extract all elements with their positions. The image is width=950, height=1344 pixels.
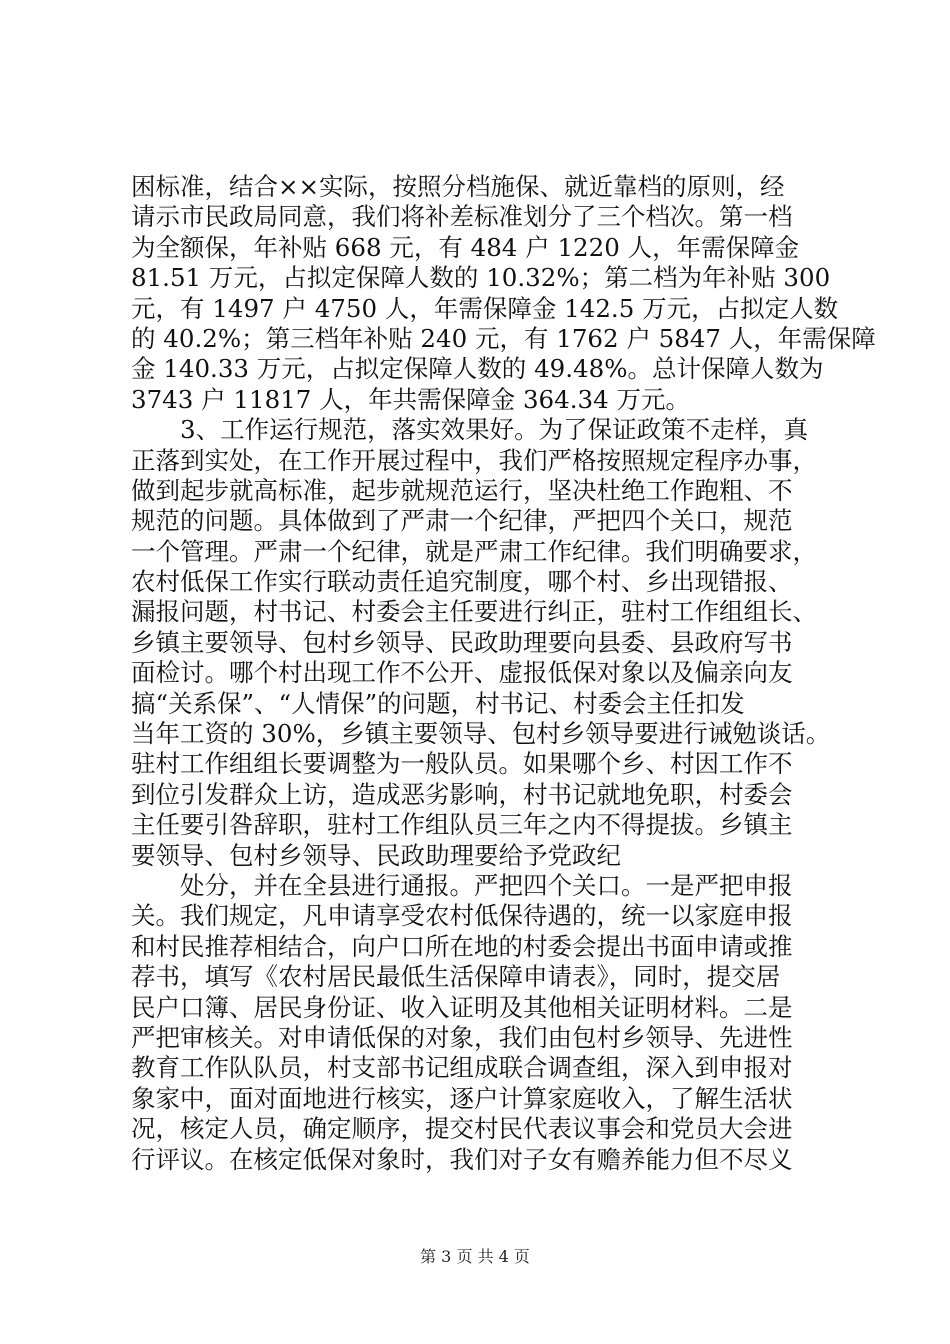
text-line: 乡镇主要领导、包村乡领导、民政助理要向县委、县政府写书 bbox=[131, 627, 793, 657]
paragraph-start-line: 处分，并在全县进行通报。严把四个关口。一是严把申报 bbox=[180, 870, 793, 900]
text-line: 教育工作队队员，村支部书记组成联合调查组，深入到申报对 bbox=[131, 1053, 793, 1083]
text-line: 象家中，面对面地进行核实，逐户计算家庭收入，了解生活状 bbox=[131, 1083, 793, 1113]
text-line: 农村低保工作实行联动责任追究制度，哪个村、乡出现错报、 bbox=[131, 567, 793, 597]
document-body bbox=[131, 172, 876, 1175]
text-line: 81.51 万元，占拟定保障人数的 10.32%；第二档为年补贴 300 bbox=[131, 263, 831, 293]
text-line: 金 140.33 万元，占拟定保障人数的 49.48%。总计保障人数为 bbox=[131, 354, 824, 384]
text-line: 一个管理。严肃一个纪律，就是严肃工作纪律。我们明确要求， bbox=[131, 536, 817, 566]
text-line: 关。我们规定，凡申请享受农村低保待遇的，统一以家庭申报 bbox=[131, 901, 793, 931]
paragraph-start-line: 3、工作运行规范，落实效果好。为了保证政策不走样，真 bbox=[180, 415, 809, 445]
text-line: 当年工资的 30%，乡镇主要领导、包村乡领导要进行诫勉谈话。 bbox=[131, 719, 831, 749]
text-line: 搞“关系保”、“人情保”的问题，村书记、村委会主任扣发 bbox=[131, 688, 745, 718]
text-line: 规范的问题。具体做到了严肃一个纪律，严把四个关口，规范 bbox=[131, 506, 793, 536]
text-line: 漏报问题，村书记、村委会主任要进行纠正，驻村工作组组长、 bbox=[131, 597, 817, 627]
text-line: 元，有 1497 户 4750 人，年需保障金 142.5 万元，占拟定人数 bbox=[131, 293, 839, 323]
text-line: 正落到实处，在工作开展过程中，我们严格按照规定程序办事， bbox=[131, 445, 817, 475]
text-line: 况，核定人员，确定顺序，提交村民代表议事会和党员大会进 bbox=[131, 1114, 793, 1144]
text-line: 行评议。在核定低保对象时，我们对子女有赡养能力但不尽义 bbox=[131, 1144, 793, 1174]
text-line: 和村民推荐相结合，向户口所在地的村委会提出书面申请或推 bbox=[131, 931, 793, 961]
text-line: 请示市民政局同意，我们将补差标准划分了三个档次。第一档 bbox=[131, 202, 793, 232]
text-line: 困标准，结合××实际，按照分档施保、就近靠档的原则，经 bbox=[131, 172, 785, 201]
text-line: 驻村工作组组长要调整为一般队员。如果哪个乡、村因工作不 bbox=[131, 749, 793, 779]
text-line: 3743 户 11817 人，年共需保障金 364.34 万元。 bbox=[131, 384, 690, 414]
page-number-footer: 第 3 页 共 4 页 bbox=[420, 1247, 530, 1266]
text-line: 的 40.2%；第三档年补贴 240 元，有 1762 户 5847 人，年需保障 bbox=[131, 323, 876, 353]
text-line: 为全额保，年补贴 668 元，有 484 户 1220 人，年需保障金 bbox=[131, 232, 800, 262]
text-line: 做到起步就高标准，起步就规范运行，坚决杜绝工作跑粗、不 bbox=[131, 475, 793, 505]
text-line: 面检讨。哪个村出现工作不公开、虚报低保对象以及偏亲向友 bbox=[131, 658, 793, 688]
text-line: 民户口簿、居民身份证、收入证明及其他相关证明材料。二是 bbox=[131, 992, 793, 1022]
text-line: 荐书，填写《农村居民最低生活保障申请表》，同时，提交居 bbox=[131, 962, 781, 992]
text-line: 严把审核关。对申请低保的对象，我们由包村乡领导、先进性 bbox=[131, 1022, 793, 1052]
text-line: 主任要引咎辞职，驻村工作组队员三年之内不得提拔。乡镇主 bbox=[131, 810, 793, 840]
text-line: 到位引发群众上访，造成恶劣影响，村书记就地免职，村委会 bbox=[131, 779, 793, 809]
text-line: 要领导、包村乡领导、民政助理要给予党政纪 bbox=[131, 840, 621, 870]
